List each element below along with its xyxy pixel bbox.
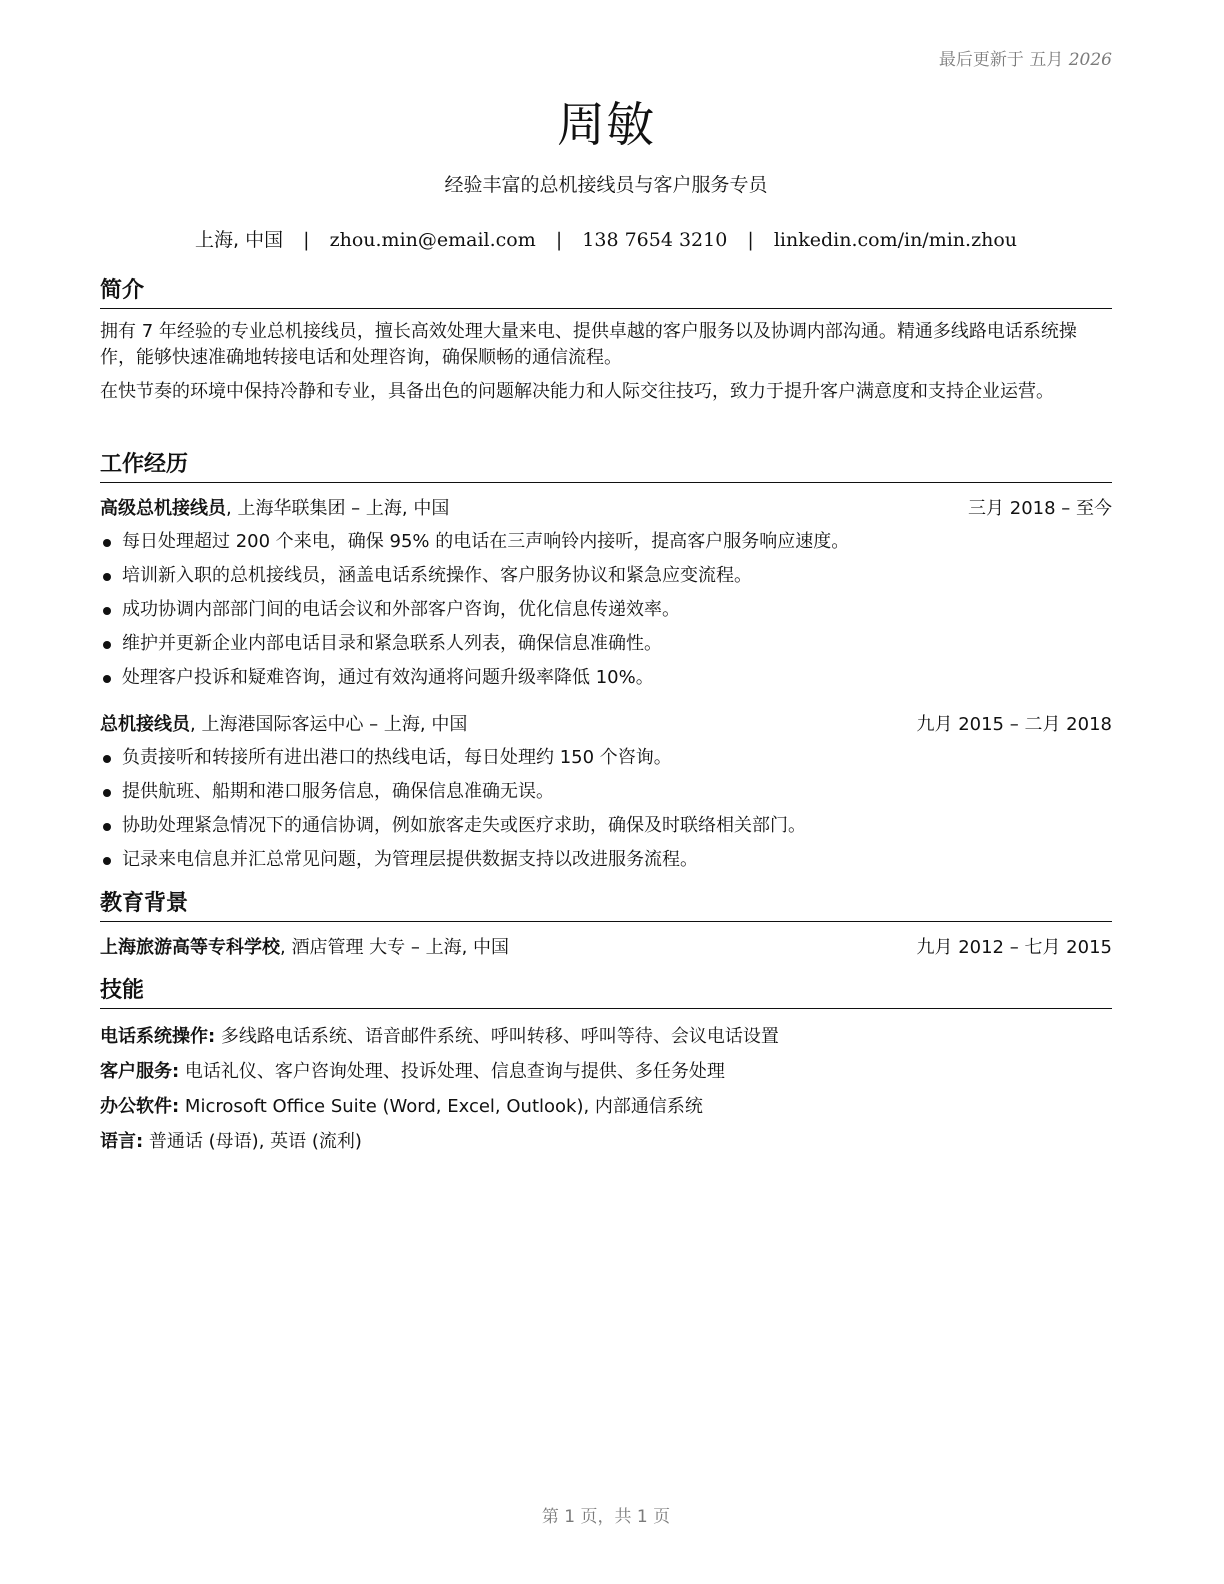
bullet-text: 记录来电信息并汇总常见问题，为管理层提供数据支持以改进服务流程。: [122, 849, 698, 870]
skills-list: [100, 1019, 1112, 1159]
bullet-icon: [103, 789, 111, 797]
resume-page: [100, 0, 1112, 1584]
bullet-item: [100, 809, 1112, 843]
bullet-icon: [103, 607, 111, 615]
education-title: 教育背景: [100, 889, 1112, 922]
bullet-item: [100, 559, 1112, 593]
bullet-icon: [103, 675, 111, 683]
contact-separator: |: [747, 229, 754, 251]
summary-section: [100, 276, 1112, 405]
bullet-item: [100, 593, 1112, 627]
skill-value: 电话礼仪、客户咨询处理、投诉处理、信息查询与提供、多任务处理: [179, 1061, 725, 1082]
education-school: 上海旅游高等专科学校: [100, 937, 280, 958]
last-updated-prefix: 最后更新于 五月: [938, 50, 1064, 70]
bullet-icon: [103, 573, 111, 581]
education-entry: [100, 934, 1112, 962]
job-org: , 上海华联集团 – 上海, 中国: [226, 498, 450, 519]
contact-email-link[interactable]: zhou.min@email.com: [329, 229, 536, 251]
skill-item: [100, 1054, 1112, 1089]
job-role: 高级总机接线员: [100, 498, 226, 519]
bullet-text: 每日处理超过 200 个来电，确保 95% 的电话在三声响铃内接听，提高客户服务响应速度。: [122, 531, 850, 552]
bullet-item: [100, 741, 1112, 775]
headline: 经验丰富的总机接线员与客户服务专员: [444, 174, 768, 196]
skill-label: 电话系统操作:: [100, 1026, 216, 1047]
experience-section: [100, 450, 1112, 877]
bullet-text: 负责接听和转接所有进出港口的热线电话，每日处理约 150 个咨询。: [122, 747, 672, 768]
job-header: [100, 495, 1112, 523]
summary-title: 简介: [100, 276, 1112, 309]
skill-item: [100, 1124, 1112, 1159]
bullet-text: 成功协调内部部门间的电话会议和外部客户咨询，优化信息传递效率。: [122, 599, 680, 620]
bullet-item: [100, 525, 1112, 559]
bullet-item: [100, 627, 1112, 661]
job-dates: 三月 2018 – 至今: [968, 498, 1112, 519]
skills-section: [100, 976, 1112, 1159]
education-detail: , 酒店管理 大专 – 上海, 中国: [280, 937, 510, 958]
contact-line: [100, 225, 1112, 252]
job-bullets: [100, 741, 1112, 877]
job-header: [100, 711, 1112, 739]
contact-separator: |: [555, 229, 563, 251]
skill-item: [100, 1019, 1112, 1054]
skill-item: [100, 1089, 1112, 1124]
contact-linkedin-link[interactable]: linkedin.com/in/min.zhou: [773, 229, 1017, 251]
summary-paragraph: 在快节奏的环境中保持冷静和专业，具备出色的问题解决能力和人际交往技巧，致力于提升客户满意度和支持企业运营。: [100, 381, 1054, 402]
contact-separator: |: [303, 229, 310, 251]
job-org: , 上海港国际客运中心 – 上海, 中国: [190, 714, 468, 735]
page-footer: 第 1 页，共 1 页: [541, 1507, 671, 1527]
bullet-icon: [103, 641, 111, 649]
bullet-text: 协助处理紧急情况下的通信协调，例如旅客走失或医疗求助，确保及时联络相关部门。: [122, 815, 806, 836]
contact-location: 上海, 中国: [195, 229, 284, 251]
bullet-text: 维护并更新企业内部电话目录和紧急联系人列表，确保信息准确性。: [122, 633, 662, 654]
skill-label: 语言:: [100, 1131, 144, 1152]
summary-paragraph: 拥有 7 年经验的专业总机接线员，擅长高效处理大量来电、提供卓越的客户服务以及协调内部沟通。精通多线路电话系统操作，能够快速准确地转接电话和处理咨询，确保顺畅的通信流程。: [100, 321, 1077, 368]
bullet-icon: [103, 857, 111, 865]
skill-label: 办公软件:: [100, 1096, 180, 1117]
job-entry: [100, 495, 1112, 695]
bullet-icon: [103, 755, 111, 763]
bullet-icon: [103, 539, 111, 547]
job-bullets: [100, 525, 1112, 695]
bullet-icon: [103, 823, 111, 831]
skill-value: Microsoft Office Suite (Word, Excel, Outlook), 内部通信系统: [179, 1096, 703, 1117]
skills-title: 技能: [100, 976, 1112, 1009]
bullet-text: 提供航班、船期和港口服务信息，确保信息准确无误。: [122, 781, 554, 802]
bullet-item: [100, 843, 1112, 877]
contact-phone: 138 7654 3210: [582, 229, 728, 251]
education-section: [100, 889, 1112, 962]
skill-value: 多线路电话系统、语音邮件系统、呼叫转移、呼叫等待、会议电话设置: [215, 1026, 779, 1047]
experience-title: 工作经历: [100, 450, 1112, 483]
bullet-item: [100, 661, 1112, 695]
job-dates: 九月 2015 – 二月 2018: [916, 714, 1112, 735]
education-dates: 九月 2012 – 七月 2015: [916, 937, 1112, 958]
job-entry: [100, 711, 1112, 877]
last-updated: [939, 45, 1112, 70]
bullet-item: [100, 775, 1112, 809]
bullet-text: 培训新入职的总机接线员，涵盖电话系统操作、客户服务协议和紧急应变流程。: [122, 565, 752, 586]
candidate-name: 周敏: [556, 97, 655, 153]
skill-label: 客户服务:: [100, 1061, 180, 1082]
bullet-text: 处理客户投诉和疑难咨询，通过有效沟通将问题升级率降低 10%。: [122, 667, 654, 688]
skill-value: 普通话 (母语), 英语 (流利): [143, 1131, 362, 1152]
job-role: 总机接线员: [100, 714, 190, 735]
last-updated-year: 2026: [1068, 50, 1112, 70]
